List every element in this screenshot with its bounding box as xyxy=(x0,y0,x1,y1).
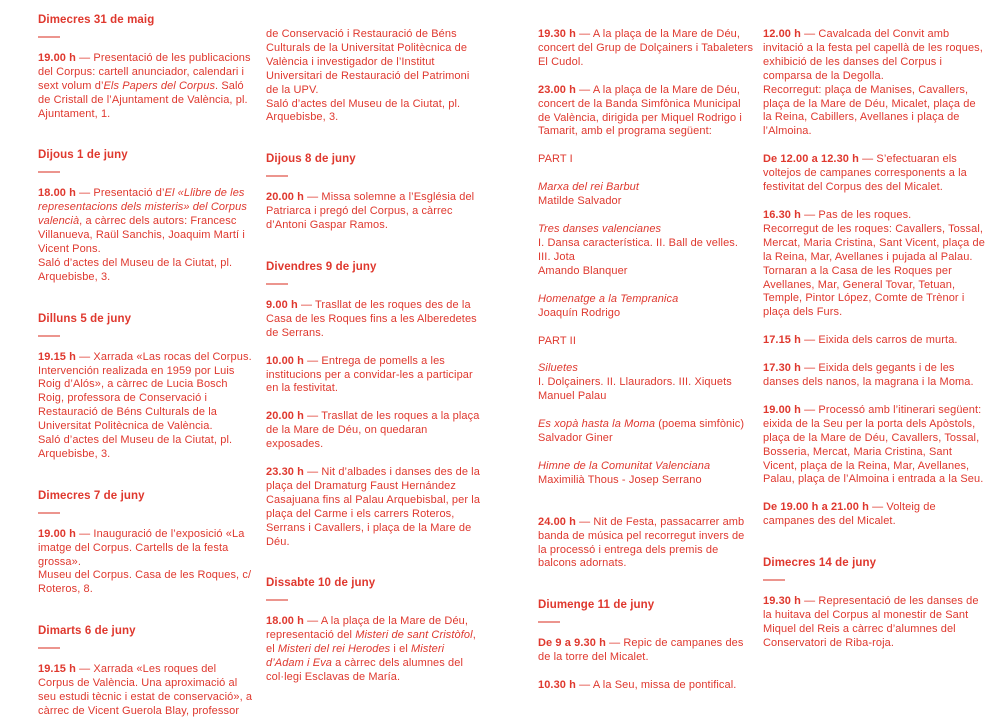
text-segment: — S’efectuaran els voltejos de campanes corresponents a la festivitat del Corpus des del Micalet. xyxy=(763,153,967,194)
text-segment: — Representació de les danses de la huitava del Corpus al monestir de Sant Miquel del Reis a càrrec d’alumnes del Conservatori de Riba-roja. xyxy=(763,595,979,649)
time-label: 10.30 h xyxy=(538,679,577,692)
schedule-paragraph xyxy=(763,209,985,320)
work-title: Himne de la Comunitat Valenciana xyxy=(538,459,711,472)
schedule-paragraph xyxy=(538,293,754,321)
text-segment: — Eixida dels carros de murta. xyxy=(801,334,958,347)
program-column-2 xyxy=(266,14,482,685)
text-segment: . Saló de Cristall de l’Ajuntament de València, pl. Ajuntament, 1. xyxy=(38,79,248,120)
heading-rule xyxy=(38,512,60,514)
schedule-paragraph xyxy=(266,355,482,397)
date-heading: Dimecres 31 de maig xyxy=(38,14,155,26)
text-segment: Maximilià Thous - Josep Serrano xyxy=(538,473,702,486)
work-title: Misteri del rei Herodes xyxy=(277,643,391,656)
time-label: De 19.00 h a 21.00 h xyxy=(763,501,869,514)
time-label: 19.30 h xyxy=(763,595,802,608)
text-segment: — Trasllat de les roques des de la Casa de les Roques fins a les Alberedetes de Serrans. xyxy=(266,298,477,339)
text-segment: — Pas de les roques. Recorregut de les roques: Cavallers, Tossal, Mercat, Maria Cristina, Sant Vicent, plaça de la Reina, Mar, Avellanes i pujada al Palau. Tornaran a la Casa de les Roques per Avellanes, Mar, General Tovar, Tetuan, Temple, Pintor López, Comte de Trènor i plaça dels Furs. xyxy=(763,208,985,319)
schedule-paragraph xyxy=(763,334,985,348)
text-segment: de Conservació i Restauració de Béns Culturals de la Universitat Politècnica de València i investigador de l’Institut Universitari de Restauració del Patrimoni de la UPV. Saló d’actes del Museu de la Ciutat, pl. Arquebisbe, 3. xyxy=(266,28,470,124)
time-label: 12.00 h xyxy=(763,28,802,40)
time-label: 20.00 h xyxy=(266,410,305,423)
heading-rule xyxy=(538,621,560,623)
text-segment: — Missa solemne a l’Església del Patriarca i pregó del Corpus, a càrrec d’Antoni Gaspar Ramos. xyxy=(266,191,475,232)
work-title: El «Llibre de les representacions dels misteris» del Corpus valencià xyxy=(38,187,247,228)
schedule-paragraph xyxy=(266,615,482,685)
date-heading: Diumenge 11 de juny xyxy=(538,599,655,612)
text-segment: I. Dansa característica. II. Ball de velles. III. Jota Amando Blanquer xyxy=(538,236,739,277)
date-heading: Dilluns 5 de juny xyxy=(38,312,132,325)
date-heading: Dimecres 14 de juny xyxy=(763,557,877,570)
work-title: Misteri d’Adam i Eva xyxy=(266,643,445,670)
text-segment: — Entrega de pomells a les institucions per a convidar-les a participar en la festivitat. xyxy=(266,354,473,395)
heading-rule xyxy=(266,283,288,285)
text-segment: PART II xyxy=(538,334,576,347)
schedule-paragraph xyxy=(266,191,482,233)
text-segment: Joaquín Rodrigo xyxy=(538,306,621,319)
time-label: 24.00 h xyxy=(538,515,577,528)
schedule-paragraph xyxy=(763,153,985,195)
schedule-paragraph xyxy=(763,595,985,651)
schedule-paragraph xyxy=(538,460,754,488)
time-label: 23.00 h xyxy=(538,83,577,96)
text-segment: a càrrec dels alumnes del col·legi Esclavas de María. xyxy=(266,657,464,683)
schedule-paragraph xyxy=(538,181,754,209)
text-segment: — Presentació d’ xyxy=(76,187,165,200)
schedule-paragraph xyxy=(538,335,754,349)
text-segment: — Volteig de campanes des del Micalet. xyxy=(763,501,936,528)
text-segment: — Nit d’albades i danses des de la plaça del Dramaturg Faust Hernández Casajuana fins al Palau Arquebisbal, per la plaça del Carme i els carrers Roteros, Serrans i Cavallers, i plaça de la Mare de Déu. xyxy=(266,466,481,548)
text-segment: — Eixida dels gegants i de les danses dels nanos, la magrana i la Moma. xyxy=(763,362,974,389)
schedule-paragraph xyxy=(538,153,754,167)
schedule-paragraph xyxy=(38,528,254,598)
time-label: 19.15 h xyxy=(38,663,77,676)
text-segment: , a càrrec dels autors: Francesc Villanueva, Raül Sanchis, Joaquim Martí i Vicent Pons. Saló d’actes del Museu de la Ciutat, pl. Arquebisbe, 3. xyxy=(38,215,245,283)
text-segment: — A la Seu, missa de pontifical. xyxy=(576,679,737,692)
heading-rule xyxy=(763,579,785,581)
time-label: 19.15 h xyxy=(38,350,77,363)
heading-rule xyxy=(38,36,60,38)
schedule-paragraph xyxy=(538,637,754,665)
schedule-paragraph xyxy=(538,418,754,446)
date-heading: Dimecres 7 de juny xyxy=(38,489,145,502)
schedule-paragraph xyxy=(538,223,754,279)
text-segment: I. Dolçainers. II. Llauradors. III. Xiquets Manuel Palau xyxy=(538,376,732,403)
text-segment: — Xarrada «Les roques del Corpus de València. Una aproximació al seu estudi tècnic i estat de conservació», a càrrec de Vicent Guerola Blay, professor xyxy=(38,663,253,717)
work-title: Siluetes xyxy=(538,362,578,375)
schedule-paragraph xyxy=(266,299,482,341)
schedule-paragraph xyxy=(538,84,754,140)
schedule-paragraph xyxy=(763,501,985,529)
time-label: 18.00 h xyxy=(266,615,305,628)
work-title: Homenatge a la Tempranica xyxy=(538,292,679,305)
text-segment: — Nit de Festa, passacarrer amb banda de música pel recorregut invers de la processó i entrega dels premis de balcons adornats. xyxy=(538,515,745,570)
text-segment: i el xyxy=(390,643,412,656)
time-label: 18.00 h xyxy=(38,187,77,200)
text-segment: Matilde Salvador xyxy=(538,195,622,208)
schedule-paragraph xyxy=(538,516,754,572)
heading-rule xyxy=(38,647,60,649)
program-column-1 xyxy=(38,14,254,719)
time-label: 16.30 h xyxy=(763,208,802,221)
work-title: Marxa del rei Barbut xyxy=(538,181,640,194)
text-segment: — A la plaça de la Mare de Déu, concert del Grup de Dolçainers i Tabaleters El Cudol. xyxy=(538,28,754,68)
date-heading: Dissabte 10 de juny xyxy=(266,577,376,590)
schedule-paragraph xyxy=(38,187,254,284)
schedule-paragraph xyxy=(763,28,985,139)
work-title: Tres danses valencianes xyxy=(538,223,662,236)
time-label: 17.30 h xyxy=(763,362,802,375)
schedule-paragraph xyxy=(266,410,482,452)
text-segment: — Trasllat de les roques a la plaça de la Mare de Déu, on quedaran exposades. xyxy=(266,410,480,451)
schedule-paragraph xyxy=(38,351,254,462)
schedule-paragraph xyxy=(266,28,482,125)
date-heading: Dijous 1 de juny xyxy=(38,149,128,162)
schedule-paragraph xyxy=(538,28,754,70)
schedule-paragraph xyxy=(38,52,254,122)
text-segment: (poema simfònic) Salvador Giner xyxy=(538,418,745,445)
work-title: Misteri de sant Cristòfol xyxy=(355,629,473,642)
time-label: 20.00 h xyxy=(266,191,305,204)
time-label: 19.30 h xyxy=(538,28,577,40)
time-label: 23.30 h xyxy=(266,466,305,479)
time-label: 19.00 h xyxy=(38,51,77,64)
schedule-paragraph xyxy=(763,362,985,390)
schedule-paragraph xyxy=(38,663,254,719)
date-heading: Dijous 8 de juny xyxy=(266,153,356,166)
work-title: Els Papers del Corpus xyxy=(103,79,216,92)
schedule-paragraph xyxy=(266,466,482,549)
text-segment: — Xarrada «Las rocas del Corpus. Intervención realizada en 1959 por Luis Roig d’Alós», a càrrec de Lucia Bosch Roig, professora de Conservació i Restauració de Béns Culturals de la Universitat Politècnica de València. Saló d’actes del Museu de la Ciutat, pl. Arquebisbe, 3. xyxy=(38,350,252,460)
program-column-3 xyxy=(538,14,754,693)
heading-rule xyxy=(266,599,288,601)
text-segment: — Presentació de les publicacions del Corpus: cartell anunciador, calendari i sext volum d’ xyxy=(38,51,251,92)
text-segment: — Cavalcada del Convit amb invitació a la festa pel capellà de les roques, exhibició de les danses del Corpus i comparsa de la Degolla. Recorregut: plaça de Manises, Cavallers, plaça de la Mare de Déu, Micalet, plaça de la Reina, Cabillers, Avellanes i plaça de l’Almoina. xyxy=(763,28,983,138)
heading-rule xyxy=(38,171,60,173)
text-segment: — A la plaça de la Mare de Déu, concert de la Banda Simfònica Municipal de València, dirigida per Miquel Rodrigo i Tamarit, amb el programa següent: xyxy=(538,83,742,138)
date-heading: Dimarts 6 de juny xyxy=(38,625,136,638)
program-column-4 xyxy=(763,14,985,651)
text-segment: , el xyxy=(266,629,476,656)
time-label: De 12.00 a 12.30 h xyxy=(763,153,859,166)
time-label: 17.15 h xyxy=(763,334,802,347)
text-segment: — Processó amb l’itinerari següent: eixida de la Seu per la porta dels Apòstols, plaça de la Mare de Déu, Cavallers, Tossal, Bosseria, Mercat, Maria Cristina, Sant Vicent, plaça de la Reina, Mar, Avellanes, Palau, plaça de l’Almoina i entrada a la Seu. xyxy=(763,403,984,486)
heading-rule xyxy=(38,335,60,337)
time-label: 10.00 h xyxy=(266,354,305,367)
time-label: 9.00 h xyxy=(266,298,298,311)
schedule-paragraph xyxy=(763,404,985,487)
schedule-paragraph xyxy=(538,362,754,404)
text-segment: — A la plaça de la Mare de Déu, representació del xyxy=(266,615,469,642)
time-label: De 9 a 9.30 h xyxy=(538,637,606,650)
work-title: Es xopà hasta la Moma xyxy=(538,418,656,431)
text-segment: — Repic de campanes des de la torre del Micalet. xyxy=(538,637,744,664)
heading-rule xyxy=(266,175,288,177)
time-label: 19.00 h xyxy=(38,527,77,540)
text-segment: — Inauguració de l’exposició «La imatge del Corpus. Cartells de la festa grossa». Museu del Corpus. Casa de les Roques, c/ Roteros, 8. xyxy=(38,527,252,596)
time-label: 19.00 h xyxy=(763,403,802,416)
date-heading: Divendres 9 de juny xyxy=(266,260,377,273)
schedule-paragraph xyxy=(538,679,754,693)
text-segment: PART I xyxy=(538,153,573,166)
